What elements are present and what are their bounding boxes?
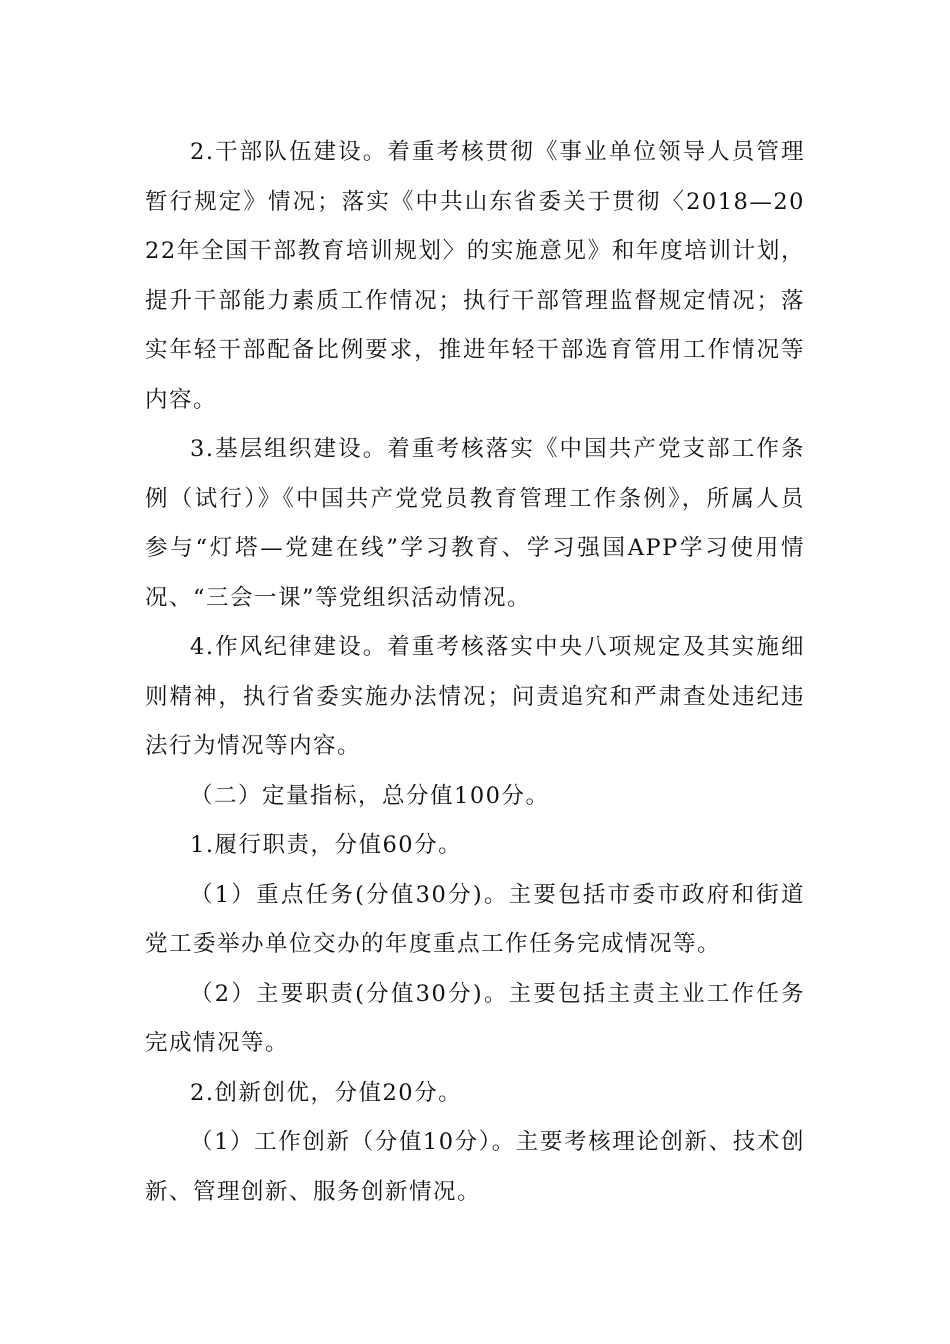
paragraph-main-duties: （2）主要职责(分值30分)。主要包括主责主业工作任务完成情况等。 xyxy=(145,980,805,1056)
paragraph-grassroots-organization: 3.基层组织建设。着重考核落实《中国共产党支部工作条例（试行）》《中国共产党党员教育管理工作条例》，所属人员参与“灯塔—党建在线”学习教育、学习强国APP学习使用情况、“三会一课”等党组织活动情况。 xyxy=(145,436,805,611)
paragraph-cadre-team: 2.干部队伍建设。着重考核贯彻《事业单位领导人员管理暂行规定》情况；落实《中共山东省委关于贯彻〈2018—2022年全国干部教育培训规划〉的实施意见》和年度培训计划，提升干部能力素质工作情况；执行干部管理监督规定情况；落实年轻干部配备比例要求，推进年轻干部选育管用工作情况等内容。 xyxy=(145,139,805,413)
paragraph-innovation-excellence: 2.创新创优，分值20分。 xyxy=(190,1079,463,1106)
paragraph-perform-duties: 1.履行职责，分值60分。 xyxy=(190,832,463,858)
paragraph-work-innovation: （1）工作创新（分值10分）。主要考核理论创新、技术创新、管理创新、服务创新情况。 xyxy=(145,1129,805,1205)
paragraph-key-tasks: （1）重点任务(分值30分)。主要包括市委市政府和街道党工委举办单位交办的年度重点工作任务完成情况等。 xyxy=(145,881,805,957)
paragraph-work-style-discipline: 4.作风纪律建设。着重考核落实中央八项规定及其实施细则精神，执行省委实施办法情况；问责追究和严肃查处违纪违法行为情况等内容。 xyxy=(145,634,805,759)
document-body xyxy=(145,128,805,1217)
paragraph-quantitative-indicators: （二）定量指标，总分值100分。 xyxy=(190,782,550,809)
